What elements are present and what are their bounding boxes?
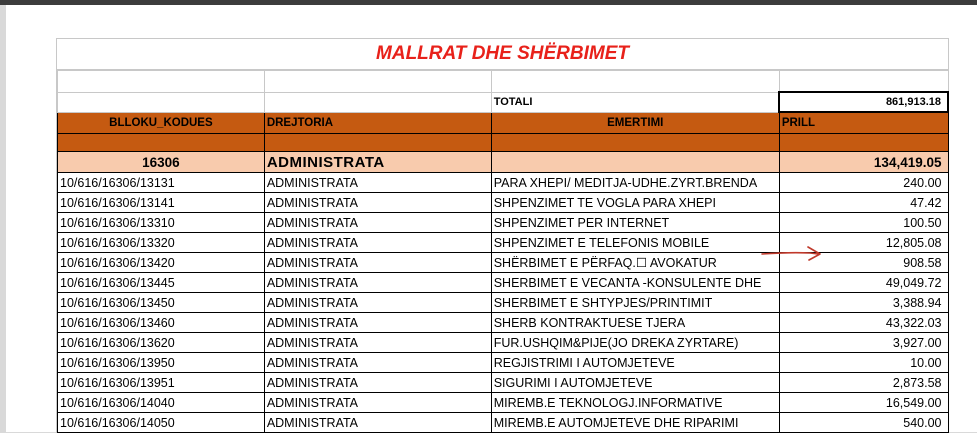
table-row [58,413,949,433]
row-code: 10/616/16306/13320 [58,233,265,253]
row-value: 240.00 [779,173,948,193]
header-code: BLLOKU_KODUES [58,112,265,134]
total-value: 861,913.18 [779,92,948,112]
handwritten-arrow-annotation [760,243,824,263]
row-value: 16,549.00 [779,393,948,413]
row-value: 100.50 [779,213,948,233]
row-name: SIGURIMI I AUTOMJETEVE [491,373,779,393]
row-value: 12,805.08 [779,233,948,253]
header-name: EMERTIMI [491,112,779,134]
row-dept: ADMINISTRATA [264,393,491,413]
row-name: PARA XHEPI/ MEDITJA-UDHE.ZYRT.BRENDA [491,173,779,193]
row-dept: ADMINISTRATA [264,313,491,333]
header-row [58,112,949,134]
row-code: 10/616/16306/13131 [58,173,265,193]
row-dept: ADMINISTRATA [264,193,491,213]
row-dept: ADMINISTRATA [264,353,491,373]
row-dept: ADMINISTRATA [264,293,491,313]
row-dept: ADMINISTRATA [264,333,491,353]
row-name: MIREMB.E TEKNOLOGJ.INFORMATIVE [491,393,779,413]
table-row [58,173,949,193]
row-dept: ADMINISTRATA [264,273,491,293]
table-row [58,333,949,353]
total-row [58,92,949,112]
spreadsheet [56,38,949,433]
row-code: 10/616/16306/13445 [58,273,265,293]
row-dept: ADMINISTRATA [264,373,491,393]
table-row [58,313,949,333]
row-code: 10/616/16306/13450 [58,293,265,313]
row-code: 10/616/16306/13310 [58,213,265,233]
blank-row [58,71,949,93]
row-value: 43,322.03 [779,313,948,333]
table-row [58,293,949,313]
group-dept: ADMINISTRATA [264,152,491,173]
row-value: 47.42 [779,193,948,213]
row-dept: ADMINISTRATA [264,253,491,273]
total-label: TOTALI [491,92,779,112]
row-name: SHERB KONTRAKTUESE TJERA [491,313,779,333]
header-dept: DREJTORIA [264,112,491,134]
group-value: 134,419.05 [779,152,948,173]
row-name: SHPENZIMET E TELEFONIS MOBILE [491,233,779,253]
row-name: MIREMB.E AUTOMJETEVE DHE RIPARIMI [491,413,779,433]
table-row [58,353,949,373]
row-value: 3,388.94 [779,293,948,313]
row-dept: ADMINISTRATA [264,213,491,233]
row-dept: ADMINISTRATA [264,173,491,193]
header-spacer-row [58,134,949,152]
row-name: FUR.USHQIM&PIJE(JO DREKA ZYRTARE) [491,333,779,353]
row-value: 2,873.58 [779,373,948,393]
group-code: 16306 [58,152,265,173]
row-value: 49,049.72 [779,273,948,293]
row-code: 10/616/16306/13420 [58,253,265,273]
row-value: 908.58 [779,253,948,273]
row-code: 10/616/16306/13460 [58,313,265,333]
table-row [58,393,949,413]
row-code: 10/616/16306/13141 [58,193,265,213]
table-row [58,213,949,233]
row-code: 10/616/16306/14050 [58,413,265,433]
row-dept: ADMINISTRATA [264,233,491,253]
table-row [58,373,949,393]
row-name: SHËRBIMET E PËRFAQ.☐ AVOKATUR [491,253,779,273]
row-name: SHPENZIMET PER INTERNET [491,213,779,233]
group-row [58,152,949,173]
row-name: SHERBIMET E SHTYPJES/PRINTIMIT [491,293,779,313]
row-name: SHPENZIMET TE VOGLA PARA XHEPI [491,193,779,213]
row-dept: ADMINISTRATA [264,413,491,433]
header-month: PRILL [779,112,948,134]
row-code: 10/616/16306/13951 [58,373,265,393]
row-value: 3,927.00 [779,333,948,353]
table-row [58,273,949,293]
row-code: 10/616/16306/14040 [58,393,265,413]
row-value: 10.00 [779,353,948,373]
row-value: 540.00 [779,413,948,433]
sheet-title: MALLRAT DHE SHËRBIMET [57,38,949,70]
table-row [58,193,949,213]
row-name: REGJISTRIMI I AUTOMJETEVE [491,353,779,373]
row-code: 10/616/16306/13620 [58,333,265,353]
row-name: SHERBIMET E VECANTA -KONSULENTE DHE [491,273,779,293]
row-code: 10/616/16306/13950 [58,353,265,373]
